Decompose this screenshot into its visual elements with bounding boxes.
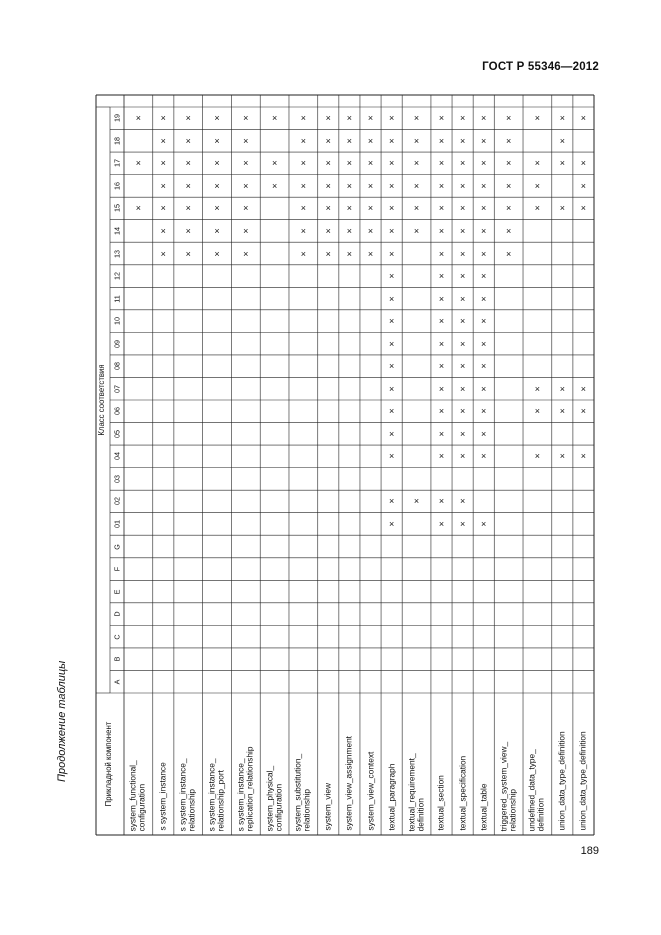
component-name: textual_section [435, 775, 446, 831]
conformance-mark: × [534, 158, 541, 169]
conformance-mark: × [505, 180, 512, 191]
conformance-mark: × [438, 518, 445, 529]
conformance-mark: × [325, 203, 331, 214]
conformance-mark: × [214, 225, 220, 236]
continuation-caption: Продолжение таблицы [56, 660, 68, 782]
conformance-mark: × [214, 248, 220, 259]
conformance-mark: × [388, 293, 395, 304]
conformance-mark: × [160, 113, 166, 124]
conformance-mark: × [185, 225, 191, 236]
conformance-mark: × [160, 225, 166, 236]
conformance-mark: × [300, 248, 306, 259]
class-column-label: E [111, 589, 121, 594]
conformance-mark: × [388, 180, 395, 191]
conformance-mark: × [481, 271, 487, 282]
conformance-mark: × [271, 180, 278, 191]
conformance-mark: × [300, 135, 306, 146]
conformance-mark: × [438, 293, 445, 304]
class-column-label: 10 [111, 317, 121, 326]
class-column-label: 11 [111, 294, 121, 303]
conformance-mark: × [580, 203, 587, 214]
conformance-mark: × [135, 158, 141, 169]
conformance-mark: × [481, 451, 487, 462]
conformance-mark: × [481, 428, 487, 439]
conformance-mark: × [481, 113, 487, 124]
class-column-label: 09 [111, 339, 121, 348]
class-column-label: 07 [111, 384, 121, 393]
class-column-label: 03 [111, 474, 121, 483]
conformance-mark: × [459, 135, 466, 146]
conformance-mark: × [481, 406, 487, 417]
class-column-label: 15 [111, 204, 121, 213]
conformance-mark: × [481, 248, 487, 259]
conformance-mark: × [271, 113, 278, 124]
conformance-mark: × [505, 113, 512, 124]
class-column-label: 01 [111, 519, 121, 528]
conformance-mark: × [580, 383, 587, 394]
conformance-mark: × [367, 225, 374, 236]
conformance-mark: × [243, 203, 249, 214]
conformance-table [96, 95, 594, 835]
conformance-mark: × [459, 428, 466, 439]
conformance-mark: × [243, 225, 249, 236]
conformance-mark: × [438, 383, 445, 394]
conformance-mark: × [438, 113, 445, 124]
class-column-label: 12 [111, 272, 121, 281]
class-column-label: 19 [111, 114, 121, 123]
conformance-mark: × [534, 451, 541, 462]
conformance-mark: × [388, 158, 395, 169]
conformance-mark: × [388, 518, 395, 529]
class-column-label: G [111, 543, 121, 550]
standard-header: ГОСТ Р 55346—2012 [482, 61, 599, 73]
conformance-mark: × [534, 383, 541, 394]
conformance-mark: × [388, 451, 395, 462]
conformance-mark: × [438, 180, 445, 191]
conformance-mark: × [388, 248, 395, 259]
conformance-mark: × [481, 338, 487, 349]
conformance-mark: × [413, 113, 420, 124]
conformance-mark: × [135, 113, 141, 124]
conformance-mark: × [243, 113, 249, 124]
conformance-mark: × [459, 271, 466, 282]
conformance-mark: × [243, 180, 249, 191]
conformance-mark: × [388, 383, 395, 394]
conformance-mark: × [559, 158, 565, 169]
conformance-mark: × [367, 158, 374, 169]
component-name: textual_paragraph [385, 764, 396, 831]
conformance-mark: × [459, 406, 466, 417]
conformance-mark: × [185, 180, 191, 191]
conformance-mark: × [481, 135, 487, 146]
conformance-mark: × [388, 203, 395, 214]
conformance-mark: × [388, 338, 395, 349]
conformance-mark: × [388, 271, 395, 282]
component-name: s system_instance_ relationship [177, 758, 198, 831]
conformance-mark: × [438, 428, 445, 439]
conformance-mark: × [459, 158, 466, 169]
conformance-mark: × [459, 225, 466, 236]
conformance-mark: × [438, 203, 445, 214]
page-number: 189 [580, 845, 599, 857]
conformance-mark: × [505, 248, 512, 259]
conformance-mark: × [459, 383, 466, 394]
conformance-mark: × [534, 406, 541, 417]
conformance-mark: × [346, 113, 353, 124]
class-column-label: D [111, 611, 121, 617]
conformance-mark: × [505, 203, 512, 214]
conformance-mark: × [135, 203, 141, 214]
conformance-mark: × [160, 135, 166, 146]
conformance-mark: × [346, 203, 353, 214]
component-name: textual_specification [456, 756, 467, 831]
conformance-mark: × [580, 180, 587, 191]
conformance-mark: × [559, 113, 565, 124]
class-column-label: 05 [111, 429, 121, 438]
conformance-mark: × [160, 158, 166, 169]
conformance-mark: × [388, 135, 395, 146]
component-name: s system_instance [157, 762, 168, 831]
conformance-mark: × [481, 518, 487, 529]
conformance-mark: × [481, 180, 487, 191]
conformance-mark: × [367, 135, 374, 146]
conformance-mark: × [580, 406, 587, 417]
class-column-label: 18 [111, 136, 121, 145]
conformance-mark: × [214, 113, 220, 124]
conformance-mark: × [505, 135, 512, 146]
conformance-mark: × [438, 158, 445, 169]
conformance-mark: × [413, 180, 420, 191]
component-name: system_substitution_ relationship [292, 753, 313, 831]
component-column-header: Прикладной компонент [104, 721, 113, 807]
class-column-label: B [111, 656, 121, 662]
conformance-mark: × [481, 361, 487, 372]
conformance-mark: × [346, 225, 353, 236]
class-column-label: 08 [111, 362, 121, 371]
conformance-mark: × [325, 225, 331, 236]
conformance-mark: × [438, 406, 445, 417]
conformance-mark: × [459, 113, 466, 124]
component-name: system_view [322, 783, 333, 831]
conformance-mark: × [367, 180, 374, 191]
conformance-mark: × [481, 316, 487, 327]
conformance-mark: × [438, 361, 445, 372]
conformance-mark: × [438, 338, 445, 349]
conformance-mark: × [459, 316, 466, 327]
conformance-mark: × [185, 203, 191, 214]
class-column-label: 06 [111, 407, 121, 416]
class-column-label: 16 [111, 181, 121, 190]
conformance-mark: × [185, 248, 191, 259]
conformance-mark: × [346, 248, 353, 259]
conformance-mark: × [580, 158, 587, 169]
conformance-mark: × [580, 451, 587, 462]
conformance-mark: × [559, 383, 565, 394]
class-header: Класс соответствия [97, 364, 106, 436]
conformance-mark: × [559, 135, 565, 146]
conformance-mark: × [367, 113, 374, 124]
conformance-mark: × [388, 316, 395, 327]
conformance-mark: × [438, 271, 445, 282]
conformance-mark: × [243, 158, 249, 169]
conformance-mark: × [160, 180, 166, 191]
conformance-mark: × [325, 135, 331, 146]
conformance-mark: × [300, 203, 306, 214]
conformance-mark: × [459, 338, 466, 349]
component-name: system_functional_ configuration [127, 759, 148, 831]
component-name: triggered_system_view_ relationship [498, 741, 518, 831]
class-column-label: 14 [111, 226, 121, 235]
conformance-mark: × [438, 451, 445, 462]
conformance-mark: × [325, 248, 331, 259]
class-column-label: 04 [111, 452, 121, 461]
conformance-mark: × [481, 158, 487, 169]
component-name: system_view_context [364, 752, 375, 831]
conformance-mark: × [580, 113, 587, 124]
conformance-mark: × [559, 406, 565, 417]
conformance-mark: × [438, 496, 445, 507]
conformance-mark: × [481, 203, 487, 214]
conformance-mark: × [459, 518, 466, 529]
class-column-label: 13 [111, 249, 121, 258]
conformance-mark: × [481, 293, 487, 304]
component-name: s system_instance_ relationship_port [206, 758, 227, 831]
conformance-mark: × [481, 383, 487, 394]
conformance-mark: × [271, 158, 278, 169]
conformance-mark: × [459, 248, 466, 259]
conformance-mark: × [325, 158, 331, 169]
conformance-mark: × [413, 496, 420, 507]
conformance-mark: × [325, 180, 331, 191]
conformance-mark: × [505, 158, 512, 169]
class-column-label: C [111, 634, 121, 640]
class-column-label: 17 [111, 159, 121, 168]
conformance-mark: × [214, 180, 220, 191]
conformance-mark: × [534, 180, 541, 191]
conformance-mark: × [413, 158, 420, 169]
class-column-label: 02 [111, 497, 121, 506]
conformance-mark: × [185, 135, 191, 146]
conformance-mark: × [559, 451, 565, 462]
conformance-mark: × [300, 113, 306, 124]
conformance-mark: × [346, 135, 353, 146]
conformance-mark: × [438, 248, 445, 259]
component-name: system_view_assignment [343, 736, 354, 831]
conformance-mark: × [459, 496, 466, 507]
conformance-mark: × [214, 158, 220, 169]
conformance-mark: × [185, 158, 191, 169]
class-column-label: F [111, 566, 121, 572]
conformance-mark: × [346, 180, 353, 191]
conformance-mark: × [413, 203, 420, 214]
component-name: s system_instance_ replication_relationship [235, 746, 255, 831]
component-name: system_physical_ configuration [264, 765, 284, 831]
conformance-mark: × [438, 225, 445, 236]
conformance-mark: × [388, 428, 395, 439]
conformance-mark: × [459, 451, 466, 462]
conformance-mark: × [481, 225, 487, 236]
conformance-mark: × [559, 203, 565, 214]
conformance-mark: × [388, 113, 395, 124]
conformance-mark: × [388, 361, 395, 372]
conformance-mark: × [438, 135, 445, 146]
component-name: union_data_type_definition [556, 731, 567, 831]
conformance-mark: × [243, 135, 249, 146]
component-name: textual_requirement_ definition [406, 753, 426, 831]
conformance-mark: × [367, 203, 374, 214]
conformance-mark: × [459, 361, 466, 372]
conformance-mark: × [388, 406, 395, 417]
conformance-mark: × [505, 225, 512, 236]
conformance-mark: × [214, 135, 220, 146]
conformance-mark: × [438, 316, 445, 327]
conformance-mark: × [388, 225, 395, 236]
conformance-mark: × [459, 293, 466, 304]
component-name: undefined_data_type_ definition [526, 748, 547, 831]
conformance-mark: × [300, 158, 306, 169]
conformance-mark: × [459, 180, 466, 191]
conformance-mark: × [325, 113, 331, 124]
conformance-mark: × [413, 225, 420, 236]
conformance-mark: × [388, 496, 395, 507]
class-column-label: A [111, 679, 121, 685]
conformance-mark: × [367, 248, 374, 259]
component-name: union_data_type_definition [577, 731, 588, 831]
conformance-mark: × [214, 203, 220, 214]
conformance-mark: × [160, 203, 166, 214]
conformance-mark: × [459, 203, 466, 214]
conformance-mark: × [534, 203, 541, 214]
conformance-mark: × [413, 135, 420, 146]
conformance-mark: × [300, 225, 306, 236]
component-name: textual_table [477, 783, 488, 831]
conformance-mark: × [160, 248, 166, 259]
conformance-mark: × [346, 158, 353, 169]
conformance-mark: × [534, 113, 541, 124]
conformance-mark: × [243, 248, 249, 259]
conformance-mark: × [185, 113, 191, 124]
conformance-mark: × [300, 180, 306, 191]
